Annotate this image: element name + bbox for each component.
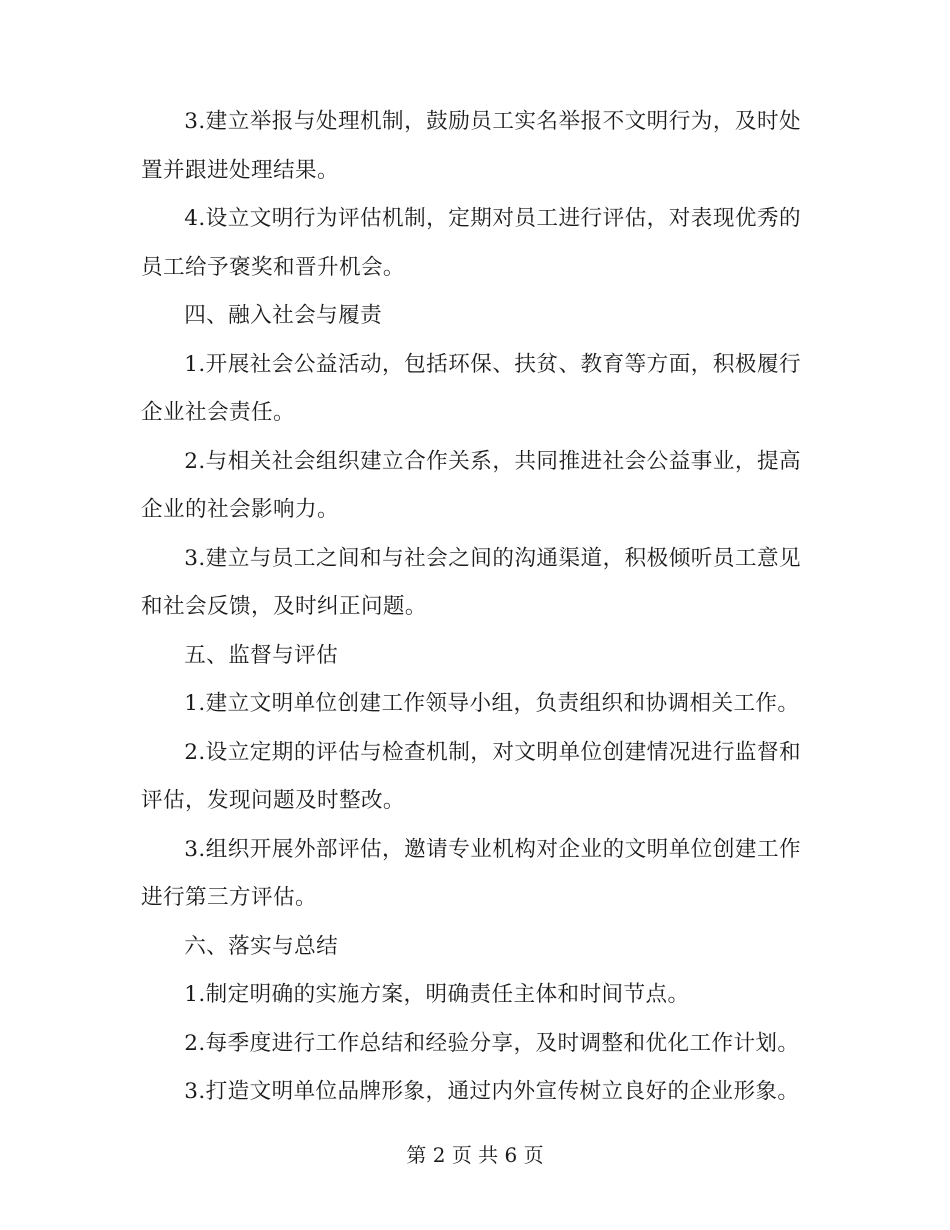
section-heading: 四、融入社会与履责	[184, 303, 383, 328]
paragraph: 1.制定明确的实施方案，明确责任主体和时间节点。	[184, 982, 690, 1007]
paragraph: 3.建立举报与处理机制，鼓励员工实名举报不文明行为，及时处置并跟进处理结果。	[141, 109, 801, 183]
paragraph: 1.建立文明单位创建工作领导小组，负责组织和协调相关工作。	[184, 691, 800, 716]
section-heading: 五、监督与评估	[184, 642, 339, 668]
paragraph: 2.设立定期的评估与检查机制，对文明单位创建情况进行监督和评估，发现问题及时整改。	[141, 739, 801, 813]
paragraph: 1.开展社会公益活动，包括环保、扶贫、教育等方面，积极履行企业社会责任。	[141, 351, 801, 425]
paragraph: 3.建立与员工之间和与社会之间的沟通渠道，积极倾听员工意见和社会反馈，及时纠正问题。	[141, 545, 801, 619]
page-number-footer: 第 2 页 共 6 页	[406, 1143, 544, 1167]
paragraph: 3.打造文明单位品牌形象，通过内外宣传树立良好的企业形象。	[184, 1079, 800, 1104]
paragraph: 2.与相关社会组织建立合作关系，共同推进社会公益事业，提高企业的社会影响力。	[141, 448, 801, 522]
paragraph: 2.每季度进行工作总结和经验分享，及时调整和优化工作计划。	[184, 1030, 800, 1056]
section-heading: 六、落实与总结	[184, 933, 339, 959]
paragraph: 3.组织开展外部评估，邀请专业机构对企业的文明单位创建工作进行第三方评估。	[141, 836, 801, 910]
document-body	[141, 98, 801, 1117]
paragraph: 4.设立文明行为评估机制，定期对员工进行评估，对表现优秀的员工给予褒奖和晋升机会。	[141, 206, 801, 280]
